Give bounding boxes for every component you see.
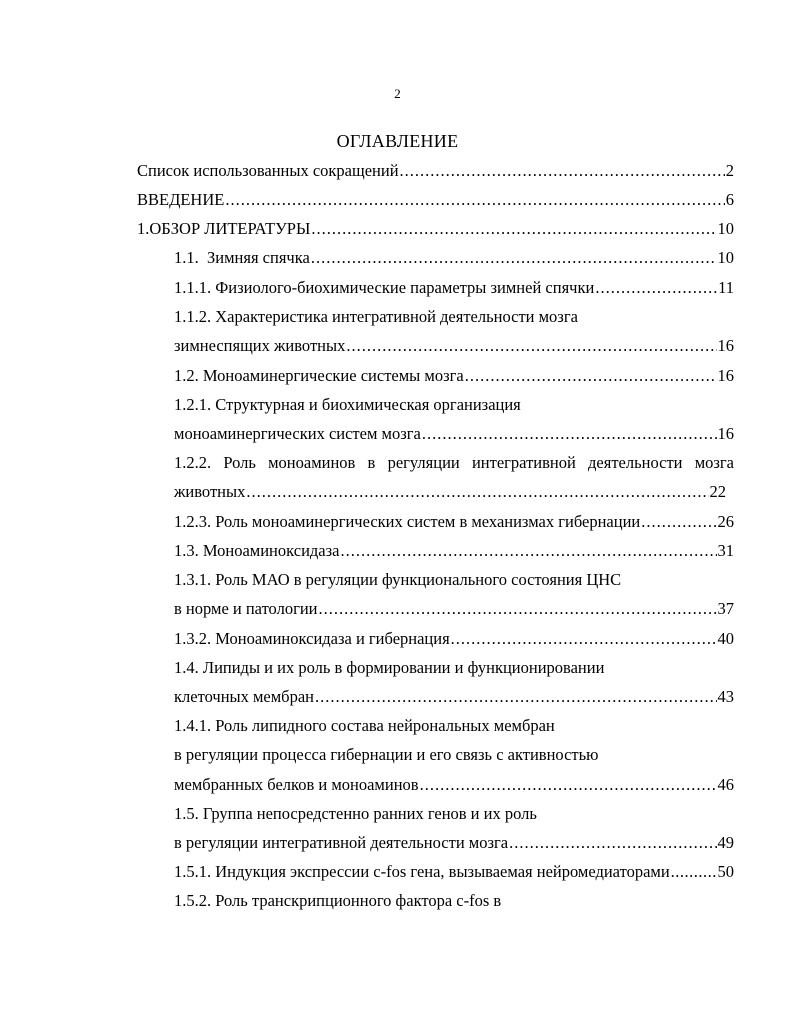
toc-entry-text: 1.4. Липиды и их роль в формировании и функционировании (174, 658, 605, 677)
toc-entry-text: 1.3.1. Роль МАО в регуляции функционального состояния ЦНС (174, 570, 622, 589)
dot-leader (225, 190, 724, 210)
toc-entry-text: животных (174, 482, 246, 501)
dot-leader (509, 833, 716, 853)
toc-entry-text: 1.2.3. Роль моноаминергических систем в механизмах гибернации (174, 512, 641, 531)
toc-entry (174, 512, 734, 532)
dot-leader (671, 862, 717, 882)
toc-entry-text: 1.2. Моноаминергические системы мозга (174, 366, 464, 385)
toc-entry-page: 10 (717, 248, 734, 267)
dot-leader (641, 512, 716, 532)
toc-entry-text: 1.3.2. Моноаминоксидаза и гибернация (174, 629, 450, 648)
toc-entry-page: 11 (718, 278, 734, 297)
toc-entry (174, 366, 734, 386)
toc-entry (174, 629, 734, 649)
toc-entry-text: 1.5.2. Роль транскрипционного фактора c-fos в (174, 891, 502, 910)
toc-entry-page: 50 (717, 862, 734, 881)
toc-entry-text: 1.1.2. Характеристика интегративной деятельности мозга (174, 307, 578, 326)
toc-entry-text: 1.5.1. Индукция экспрессии c-fos гена, вызываемая нейромедиаторами (174, 862, 670, 881)
toc-entry-text: 1.3. Моноаминоксидаза (174, 541, 340, 560)
toc-entry (174, 541, 734, 561)
toc-entry-text: 1.5. Группа непосредстенно ранних генов и их роль (174, 804, 537, 823)
page-number: 2 (394, 86, 401, 101)
dot-leader (340, 541, 716, 561)
toc-entry (137, 161, 734, 181)
dot-leader (465, 366, 717, 386)
toc-entry (137, 219, 734, 239)
toc-entry-page: 31 (717, 541, 734, 560)
toc-entry-text: 1.ОБЗОР ЛИТЕРАТУРЫ (137, 219, 311, 238)
toc-entry-text: 1.2.2. Роль моноаминов в регуляции интегративной деятельности мозга (174, 453, 734, 472)
toc-entry-page: 40 (717, 629, 734, 648)
toc-entry (174, 599, 734, 619)
toc-entry-page: 10 (717, 219, 734, 238)
dot-leader (422, 424, 717, 444)
toc-entry-page: 22 (709, 482, 726, 501)
toc-entry (174, 687, 734, 707)
dot-leader (315, 687, 717, 707)
dot-leader (595, 278, 717, 298)
toc-entry-text: Список использованных сокращений (137, 161, 399, 180)
toc-entry-text: 1.1.1. Физиолого-биохимические параметры зимней спячки (174, 278, 595, 297)
toc-entry-text: ВВЕДЕНИЕ (137, 190, 225, 209)
dot-leader (346, 336, 716, 356)
toc-entry-page: 16 (717, 336, 734, 355)
toc-entry-text: моноаминергических систем мозга (174, 424, 421, 443)
toc-entry (137, 190, 734, 210)
dot-leader (246, 482, 708, 502)
toc-heading: ОГЛАВЛЕНИЕ (336, 131, 459, 151)
toc-entry (174, 278, 734, 298)
toc-entry (174, 424, 734, 444)
dot-leader (420, 775, 717, 795)
dot-leader (311, 248, 717, 268)
toc-entry-text: в регуляции интегративной деятельности мозга (174, 833, 509, 852)
toc-entry-text: мембранных белков и моноаминов (174, 775, 419, 794)
toc-entry-text: зимнеспящих животных (174, 336, 346, 355)
toc-entry-page: 37 (717, 599, 734, 618)
dot-leader (311, 219, 716, 239)
toc-entry (174, 482, 726, 502)
toc-entry-page: 49 (717, 833, 734, 852)
toc-entry-page: 16 (717, 424, 734, 443)
dot-leader (319, 599, 717, 619)
toc-entry-text: 1.2.1. Структурная и биохимическая организация (174, 395, 521, 414)
toc-entry (174, 833, 734, 853)
dot-leader (400, 161, 725, 181)
toc-entry (174, 248, 734, 268)
toc-entry (174, 336, 734, 356)
toc-entry-text: клеточных мембран (174, 687, 314, 706)
toc-entry-text: в норме и патологии (174, 599, 318, 618)
toc-entry-text: 1.4.1. Роль липидного состава нейрональных мембран (174, 716, 555, 735)
dot-leader (451, 629, 717, 649)
toc-entry-page: 43 (717, 687, 734, 706)
toc-entry-page: 16 (717, 366, 734, 385)
toc-entry-page: 26 (717, 512, 734, 531)
toc-entry-page: 2 (725, 161, 734, 180)
toc-entry-page: 6 (725, 190, 734, 209)
toc-entry-text: в регуляции процесса гибернации и его связь с активностью (174, 745, 599, 764)
toc-entry (174, 775, 734, 795)
toc-entry (174, 862, 734, 882)
toc-entry-page: 46 (717, 775, 734, 794)
toc-entry-text: 1.1. Зимняя спячка (174, 248, 310, 267)
